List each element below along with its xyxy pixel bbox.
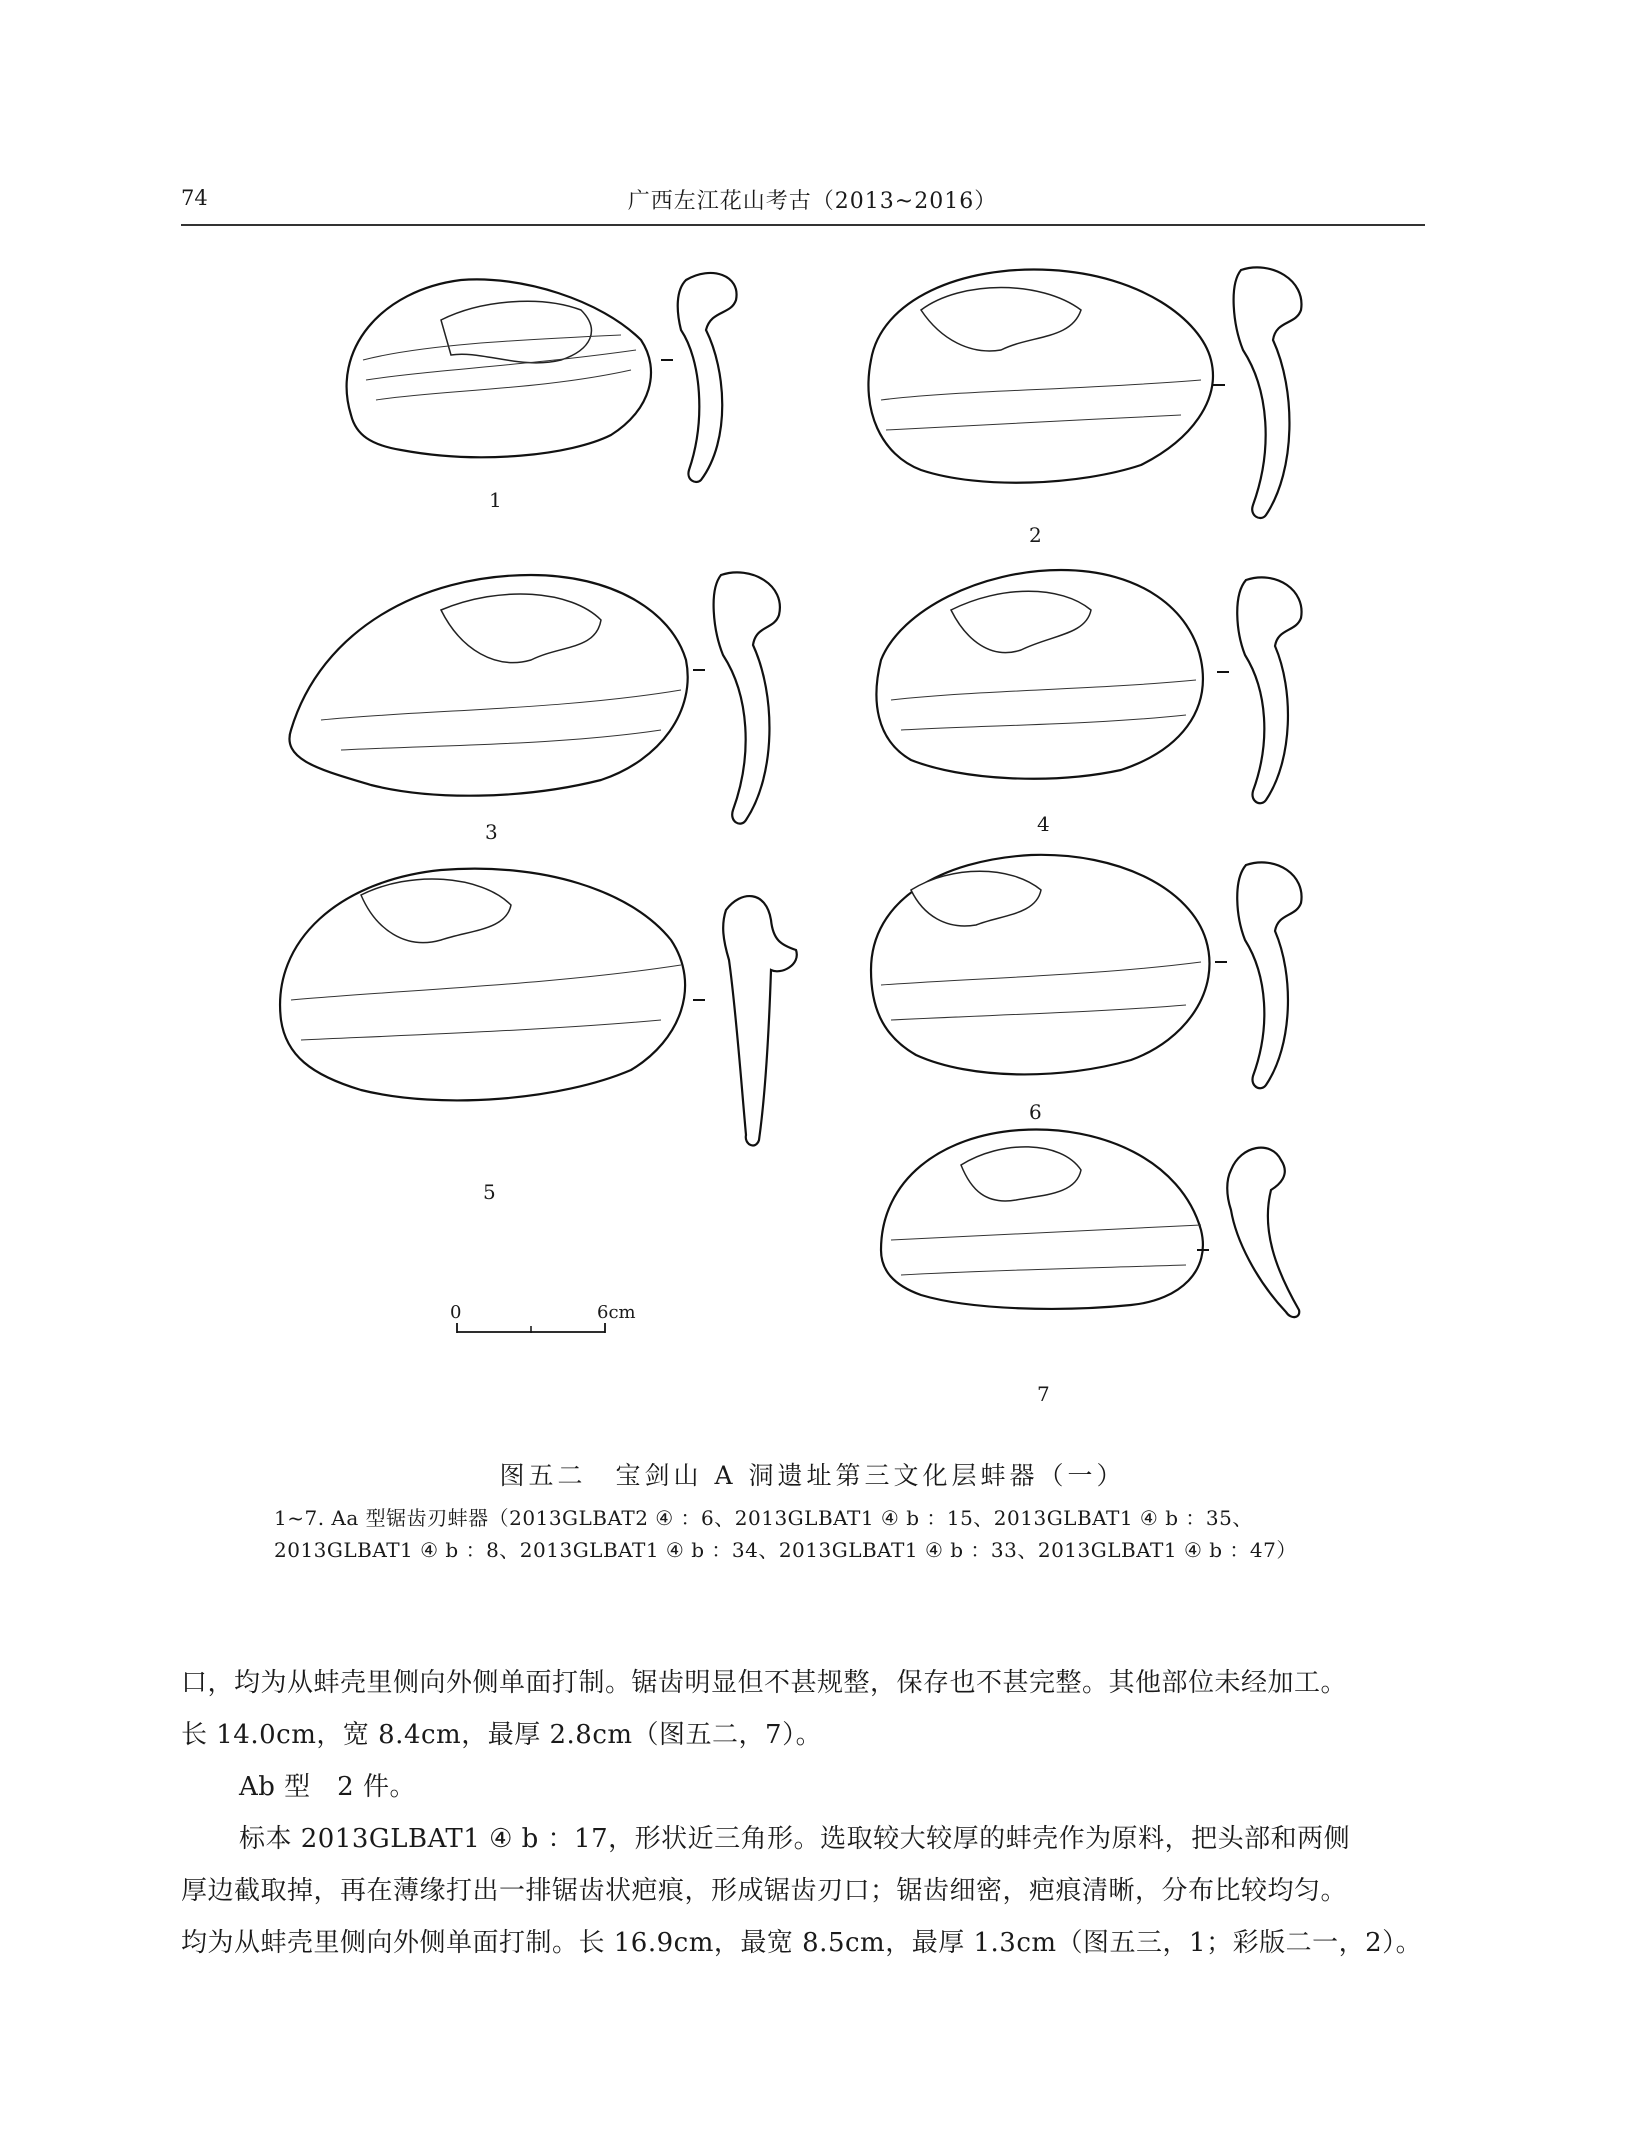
shell-section-4 (1217, 577, 1302, 803)
body-text-line-6: 均为从蚌壳里侧向外侧单面打制。长 16.9cm，最宽 8.5cm，最厚 1.3cm（图五三，1；彩版二一，2）。 (181, 1928, 1423, 1958)
specimen-label-1: 1 (489, 488, 502, 512)
figure-caption-note-line-1: 1~7. Aa 型锯齿刃蚌器（2013GLBAT2 ④ ：6、2013GLBAT1 ④ b ：15、2013GLBAT1 ④ b ：35、 (274, 1506, 1253, 1530)
shell-specimen-7 (881, 1130, 1203, 1309)
body-text-line-3: Ab 型 2 件。 (239, 1772, 416, 1802)
shell-section-3 (693, 572, 780, 823)
shell-specimen-4 (876, 570, 1202, 779)
specimen-label-7: 7 (1037, 1382, 1050, 1406)
scale-bar (457, 1323, 605, 1333)
figure-caption-note-line-2: 2013GLBAT1 ④ b ：8、2013GLBAT1 ④ b ：34、2013GLBAT1 ④ b ：33、2013GLBAT1 ④ b ：47） (274, 1538, 1297, 1562)
shell-specimen-1 (347, 279, 651, 457)
specimen-label-5: 5 (483, 1180, 496, 1204)
specimen-label-2: 2 (1029, 523, 1042, 547)
shell-section-6 (1215, 862, 1302, 1088)
scale-bar-start-label: 0 (450, 1302, 462, 1323)
figure-caption-title: 图五二 宝剑山 A 洞遗址第三文化层蚌器（一） (499, 1461, 1126, 1490)
page-number: 74 (181, 186, 208, 210)
body-text-line-1: 口，均为从蚌壳里侧向外侧单面打制。锯齿明显但不甚规整，保存也不甚完整。其他部位未经加工。 (181, 1668, 1348, 1698)
shell-specimen-6 (871, 855, 1209, 1075)
specimen-label-6: 6 (1029, 1100, 1042, 1124)
header-divider (181, 224, 1425, 226)
shell-specimen-2 (868, 270, 1212, 483)
specimen-label-4: 4 (1037, 812, 1050, 836)
figure-plate (181, 240, 1425, 1430)
shell-section-7 (1197, 1148, 1299, 1317)
shell-section-2 (1213, 267, 1301, 518)
specimen-label-3: 3 (485, 820, 498, 844)
body-text-line-5: 厚边截取掉，再在薄缘打出一排锯齿状疤痕，形成锯齿刃口；锯齿细密，疤痕清晰，分布比较均匀。 (181, 1876, 1348, 1906)
scale-bar-end-label: 6cm (597, 1302, 636, 1323)
shell-section-5 (693, 896, 797, 1145)
shell-specimen-3 (289, 575, 687, 796)
shell-drawings (181, 240, 1425, 1430)
shell-specimen-5 (280, 869, 685, 1101)
body-text-line-4: 标本 2013GLBAT1 ④ b ：17，形状近三角形。选取较大较厚的蚌壳作为原料，把头部和两侧 (239, 1824, 1351, 1854)
body-text-line-2: 长 14.0cm，宽 8.4cm，最厚 2.8cm（图五二，7）。 (181, 1720, 823, 1750)
shell-section-1 (661, 273, 737, 482)
running-header-title: 广西左江花山考古（2013~2016） (627, 189, 998, 214)
